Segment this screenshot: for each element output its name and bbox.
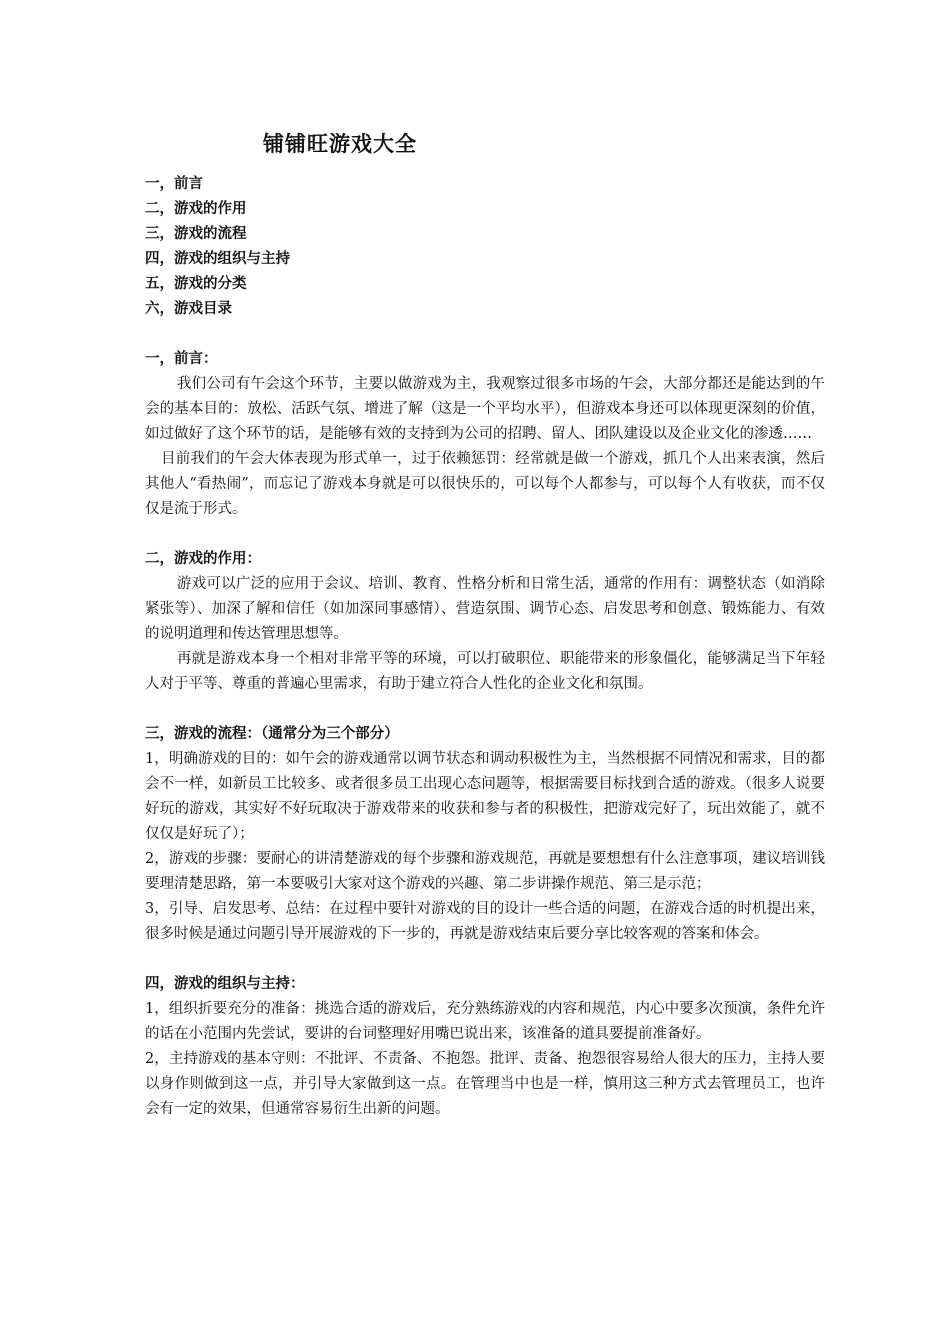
section-heading: 一，前言： bbox=[145, 351, 218, 367]
paragraph: 1，组织折要充分的准备：挑选合适的游戏后，充分熟练游戏的内容和规范，内心中要多次预演，条件允许的话在小范围内先尝试，要讲的台词整理好用嘴巴说出来，该准备的道具要提前准备好。 bbox=[145, 1001, 825, 1042]
paragraph: 目前我们的午会大体表现为形式单一，过于依赖惩罚：经常就是做一个游戏，抓几个人出来表演，然后其他人“看热闹”，而忘记了游戏本身就是可以很快乐的，可以每个人都参与，可以每个人有收获，而不仅仅是流于形式。 bbox=[145, 451, 825, 517]
table-of-contents bbox=[145, 172, 825, 322]
toc-item-catalog: 六，游戏目录 bbox=[145, 301, 232, 317]
paragraph: 我们公司有午会这个环节，主要以做游戏为主，我观察过很多市场的午会，大部分都还是能达到的午会的基本目的：放松、活跃气氛、增进了解（这是一个平均水平），但游戏本身还可以体现更深刻的价值，如过做好了这个环节的话，是能够有效的支持到为公司的招聘、留人、团队建设以及企业文化的渗透…… bbox=[145, 376, 825, 442]
paragraph: 1，明确游戏的目的：如午会的游戏通常以调节状态和调动积极性为主，当然根据不同情况和需求，目的都会不一样，如新员工比较多、或者很多员工出现心态问题等，根据需要目标找到合适的游戏。（很多人说要好玩的游戏，其实好不好玩取决于游戏带来的收获和参与者的积极性，把游戏完好了，玩出效能了，就不仅仅是好玩了）； bbox=[145, 751, 825, 842]
toc-item-purpose: 二，游戏的作用 bbox=[145, 201, 247, 217]
paragraph: 3，引导、启发思考、总结：在过程中要针对游戏的目的设计一些合适的问题，在游戏合适的时机提出来，很多时候是通过问题引导开展游戏的下一步的，再就是游戏结束后要分享比较客观的答案和体会。 bbox=[145, 901, 825, 942]
section-organization bbox=[145, 972, 825, 1122]
paragraph: 再就是游戏本身一个相对非常平等的环境，可以打破职位、职能带来的形象僵化，能够满足当下年轻人对于平等、尊重的普遍心里需求，有助于建立符合人性化的企业文化和氛围。 bbox=[145, 651, 825, 692]
toc-item-preface: 一，前言 bbox=[145, 176, 203, 192]
section-heading: 二，游戏的作用： bbox=[145, 551, 261, 567]
document-title: 铺铺旺游戏大全 bbox=[263, 132, 417, 156]
paragraph: 游戏可以广泛的应用于会议、培训、教育、性格分析和日常生活，通常的作用有：调整状态（如消除紧张等）、加深了解和信任（如加深同事感情）、营造氛围、调节心态、启发思考和创意、锻炼能力、有效的说明道理和传达管理思想等。 bbox=[145, 576, 825, 642]
paragraph: 2，游戏的步骤：要耐心的讲清楚游戏的每个步骤和游戏规范，再就是要想想有什么注意事项，建议培训钱要理清楚思路，第一本要吸引大家对这个游戏的兴趣、第二步讲操作规范、第三是示范； bbox=[145, 851, 825, 892]
toc-item-process: 三，游戏的流程 bbox=[145, 226, 247, 242]
section-purpose bbox=[145, 547, 825, 697]
document-page bbox=[145, 128, 825, 1122]
toc-item-categories: 五，游戏的分类 bbox=[145, 276, 247, 292]
section-process bbox=[145, 722, 825, 947]
section-heading: 四，游戏的组织与主持： bbox=[145, 976, 305, 992]
paragraph: 2，主持游戏的基本守则：不批评、不责备、不抱怨。批评、责备、抱怨很容易给人很大的压力，主持人要以身作则做到这一点，并引导大家做到这一点。在管理当中也是一样，慎用这三种方式去管理员工，也许会有一定的效果，但通常容易衍生出新的问题。 bbox=[145, 1051, 825, 1117]
section-preface bbox=[145, 347, 825, 522]
section-heading: 三，游戏的流程：（通常分为三个部分） bbox=[145, 726, 399, 742]
toc-item-organization: 四，游戏的组织与主持 bbox=[145, 251, 290, 267]
